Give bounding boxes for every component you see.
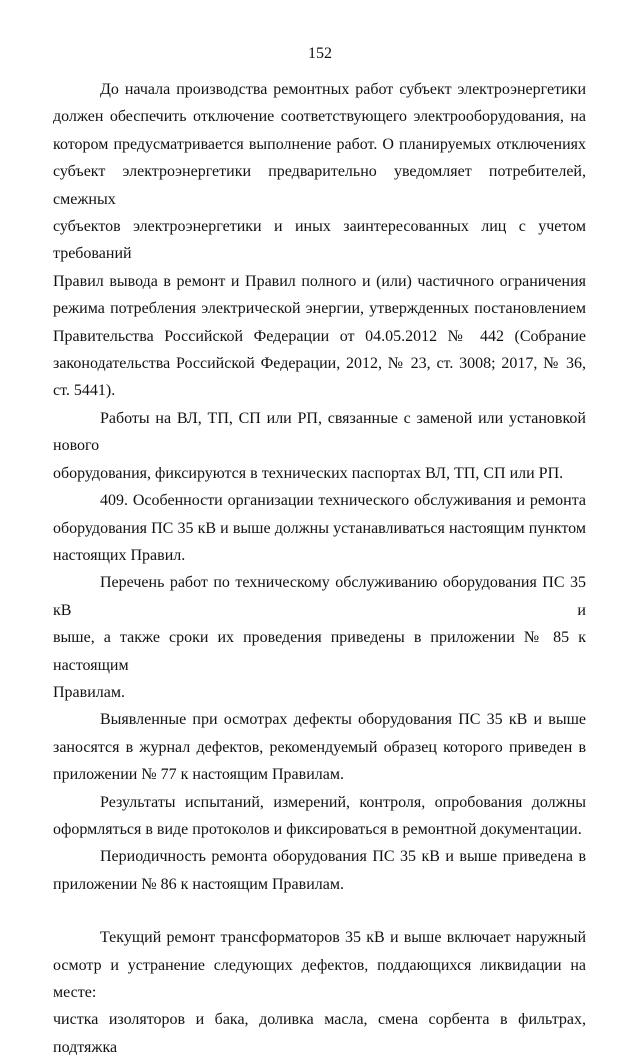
- text-line: субъектов электроэнергетики и иных заинтересованных лиц с учетом требований: [53, 218, 586, 263]
- text-line: должен обеспечить отключение соответствующего электрооборудования, на: [53, 108, 586, 126]
- text-line: оборудования, фиксируются в технических паспортах ВЛ, ТП, СП или РП.: [53, 464, 564, 482]
- text-line: До начала производства ремонтных работ субъект электроэнергетики: [100, 81, 586, 98]
- text-line: котором предусматривается выполнение работ. О планируемых отключениях: [53, 135, 586, 153]
- text-line: осмотр и устранение следующих дефектов, поддающихся ликвидации на месте:: [53, 956, 586, 1001]
- paragraph: [53, 569, 586, 706]
- text-line: оформляться в виде протоколов и фиксироваться в ремонтной документации.: [53, 820, 582, 838]
- section-gap: [53, 898, 586, 924]
- text-line: настоящих Правил.: [53, 546, 186, 564]
- text-line: заносятся в журнал дефектов, рекомендуемый образец которого приведен в: [53, 738, 586, 756]
- paragraph: [53, 789, 586, 844]
- paragraph: [53, 405, 586, 487]
- text-line: Периодичность ремонта оборудования ПС 35 кВ и выше приведена в: [100, 848, 586, 866]
- text-line: 409. Особенности организации технического обслуживания и ремонта: [100, 492, 586, 510]
- paragraph: [53, 706, 586, 788]
- text-line: чистка изоляторов и бака, доливка масла, смена сорбента в фильтрах, подтяжка: [53, 1011, 586, 1056]
- text-line: субъект электроэнергетики предварительно уведомляет потребителей, смежных: [53, 163, 586, 208]
- text-line: Перечень работ по техническому обслуживанию оборудования ПС 35 кВ и: [53, 574, 586, 619]
- text-line: законодательства Российской Федерации, 2012, № 23, ст. 3008; 2017, № 36,: [53, 355, 586, 373]
- text-line: Правил вывода в ремонт и Правил полного и (или) частичного ограничения: [53, 272, 586, 290]
- text-line: Работы на ВЛ, ТП, СП или РП, связанные с заменой или установкой нового: [53, 409, 586, 455]
- text-line: выше, а также сроки их проведения приведены в приложении № 85 к настоящим: [53, 629, 586, 674]
- text-line: приложении № 77 к настоящим Правилам.: [53, 766, 344, 784]
- page-number: 152: [308, 45, 332, 62]
- text-line: Правительства Российской Федерации от 04.05.2012 № 442 (Собрание: [53, 327, 586, 345]
- text-line: Правилам.: [53, 683, 125, 701]
- paragraph: [53, 924, 586, 1061]
- paragraph: [53, 76, 586, 405]
- text-line: Выявленные при осмотрах дефекты оборудования ПС 35 кВ и выше: [100, 711, 586, 729]
- text-line: Текущий ремонт трансформаторов 35 кВ и выше включает наружный: [100, 929, 586, 947]
- paragraph: [53, 843, 586, 898]
- text-line: приложении № 86 к настоящим Правилам.: [53, 875, 344, 893]
- body-text: [53, 76, 586, 1061]
- text-line: оборудования ПС 35 кВ и выше должны устанавливаться настоящим пунктом: [53, 519, 586, 537]
- text-line: режима потребления электрической энергии, утвержденных постановлением: [53, 300, 586, 318]
- text-line: ст. 5441).: [53, 382, 116, 400]
- text-line: Результаты испытаний, измерений, контроля, опробования должны: [100, 793, 586, 811]
- paragraph: [53, 487, 586, 569]
